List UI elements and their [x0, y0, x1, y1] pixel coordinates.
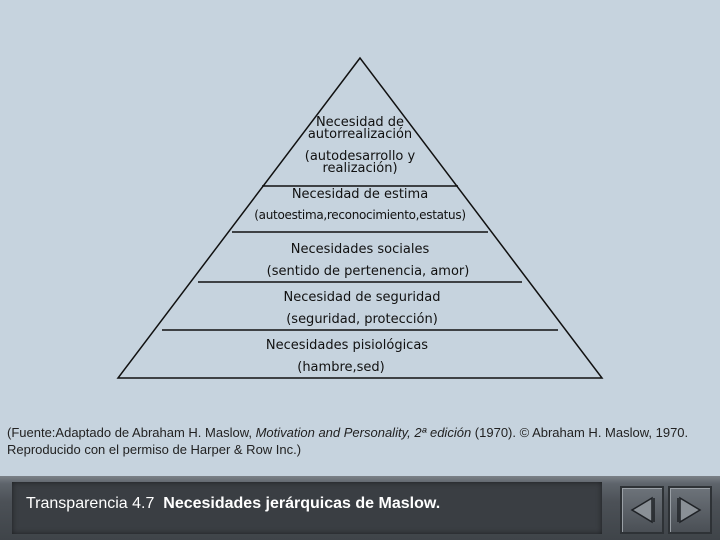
- footer-bar: [0, 476, 720, 540]
- slide-heading: Necesidades jerárquicas de Maslow.: [163, 495, 441, 512]
- level-4-detail: (seguridad, protección): [286, 312, 438, 327]
- level-3-detail: (sentido de pertenencia, amor): [266, 264, 470, 279]
- level-3-title: Necesidades sociales: [290, 242, 430, 257]
- source-suffix: (1970). © Abraham H. Maslow, 1970. Reproducido con el permiso de Harper & Row Inc.): [7, 425, 689, 457]
- level-5-detail: (hambre,sed): [297, 360, 385, 375]
- level-1-title-line2: autorrealización: [307, 127, 413, 142]
- level-1-detail: (autodesarrollo y: [304, 149, 416, 164]
- level-2-title: Necesidad de estima: [291, 187, 429, 202]
- triangle-left-icon: [626, 494, 658, 526]
- triangle-right-icon: [674, 494, 706, 526]
- level-1-title: Necesidad de: [315, 115, 405, 130]
- slide-label: Transparencia 4.7: [26, 495, 155, 512]
- level-5-title: Necesidades pisiológicas: [265, 338, 429, 353]
- level-4-title: Necesidad de seguridad: [283, 290, 441, 305]
- next-button[interactable]: [668, 486, 712, 534]
- previous-button[interactable]: [620, 486, 664, 534]
- source-citation: [7, 424, 717, 458]
- level-1-detail-line2: realización): [322, 161, 398, 176]
- footer-title-panel: [12, 482, 602, 534]
- source-prefix: (Fuente:Adaptado de Abraham H. Maslow,: [7, 425, 256, 440]
- level-2-detail: (autoestima,reconocimiento,estatus): [254, 208, 466, 222]
- slide-title: [26, 495, 440, 513]
- source-book-title: Motivation and Personality, 2ª edición: [255, 425, 472, 440]
